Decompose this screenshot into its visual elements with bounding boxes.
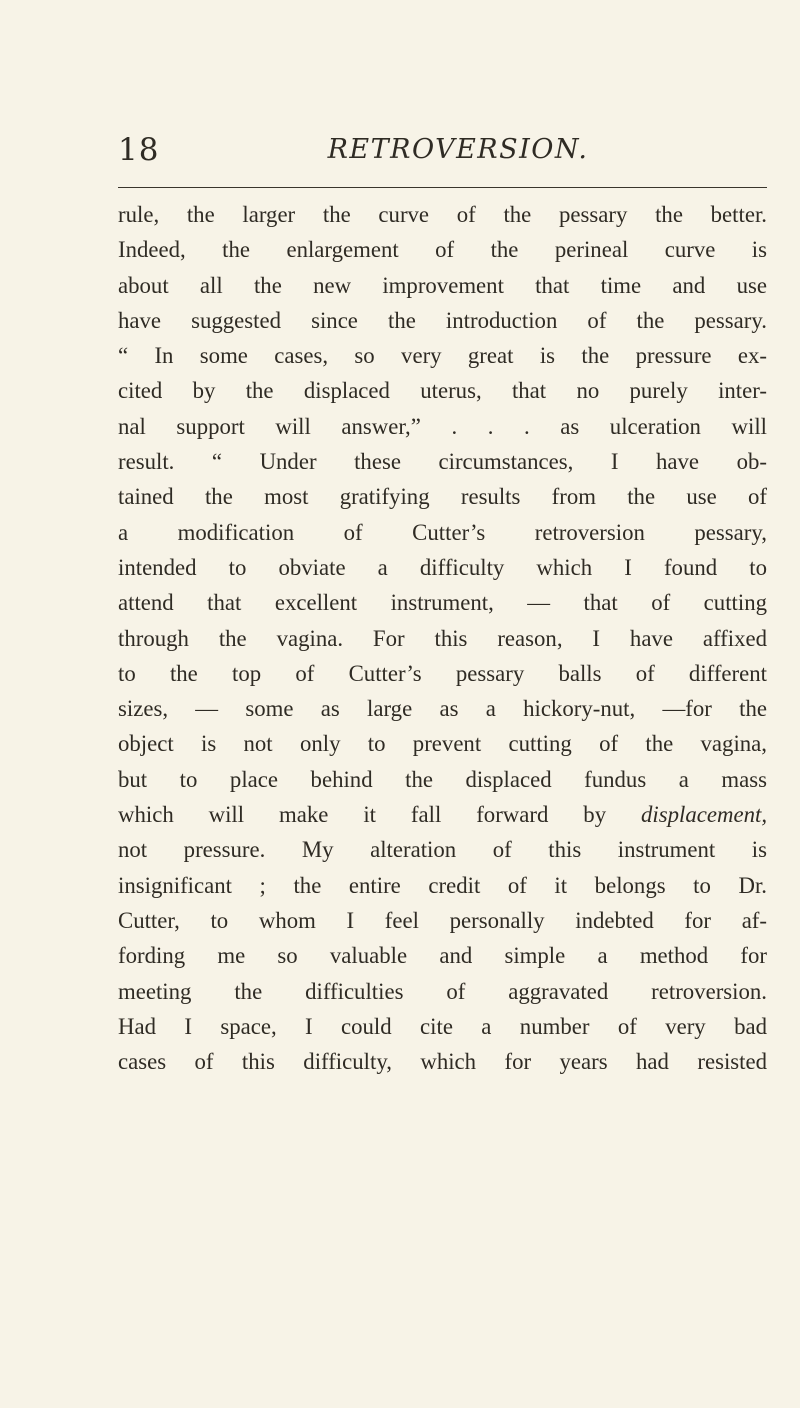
text-line: fording me so valuable and simple a method for [118,943,767,969]
text-line: Cutter, to whom I feel personally indebted for af- [118,907,767,933]
text-line: tained the most gratifying results from the use of [118,484,767,510]
text-line: sizes, — some as large as a hickory-nut, —for the [118,696,767,722]
text-line: a modification of Cutter’s retroversion pessary, [118,519,767,545]
text-line: meeting the difficulties of aggravated retroversion. [118,978,767,1004]
text-line: insignificant ; the entire credit of it belongs to Dr. [118,872,767,898]
text-line: have suggested since the introduction of the pessary. [118,307,767,333]
text-line: cited by the displaced uterus, that no purely inter- [118,378,767,404]
header-rule [118,187,767,188]
text-line: attend that excellent instrument, — that of cutting [118,590,767,616]
page-number: 18 [118,132,160,168]
text-line: intended to obviate a difficulty which I found to [118,554,767,580]
text-line-with-italic [118,797,767,832]
text-line: rule, the larger the curve of the pessary the better. [118,202,767,227]
text-line: nal support will answer,” . . . as ulceration will [118,413,767,439]
text-line: to the top of Cutter’s pessary balls of different [118,660,767,686]
page-header [118,130,768,170]
italic-word: displacement, [641,802,768,828]
text-line: cases of this difficulty, which for years had resisted [118,1049,767,1075]
text-line: “ In some cases, so very great is the pressure ex- [118,343,767,369]
text-line: but to place behind the displaced fundus a mass [118,766,767,792]
text-line: through the vagina. For this reason, I have affixed [118,625,767,651]
text-line: not pressure. My alteration of this instrument is [118,837,767,863]
text-segment: which will make it fall forward by [118,802,607,828]
text-line: object is not only to prevent cutting of the vagina, [118,731,767,757]
text-line: result. “ Under these circumstances, I have ob- [118,449,767,475]
text-line: about all the new improvement that time and use [118,272,767,298]
text-line: Indeed, the enlargement of the perineal curve is [118,237,767,263]
body-text [118,197,767,1079]
text-line: Had I space, I could cite a number of very bad [118,1013,767,1039]
running-title: RETROVERSION. [327,134,589,165]
